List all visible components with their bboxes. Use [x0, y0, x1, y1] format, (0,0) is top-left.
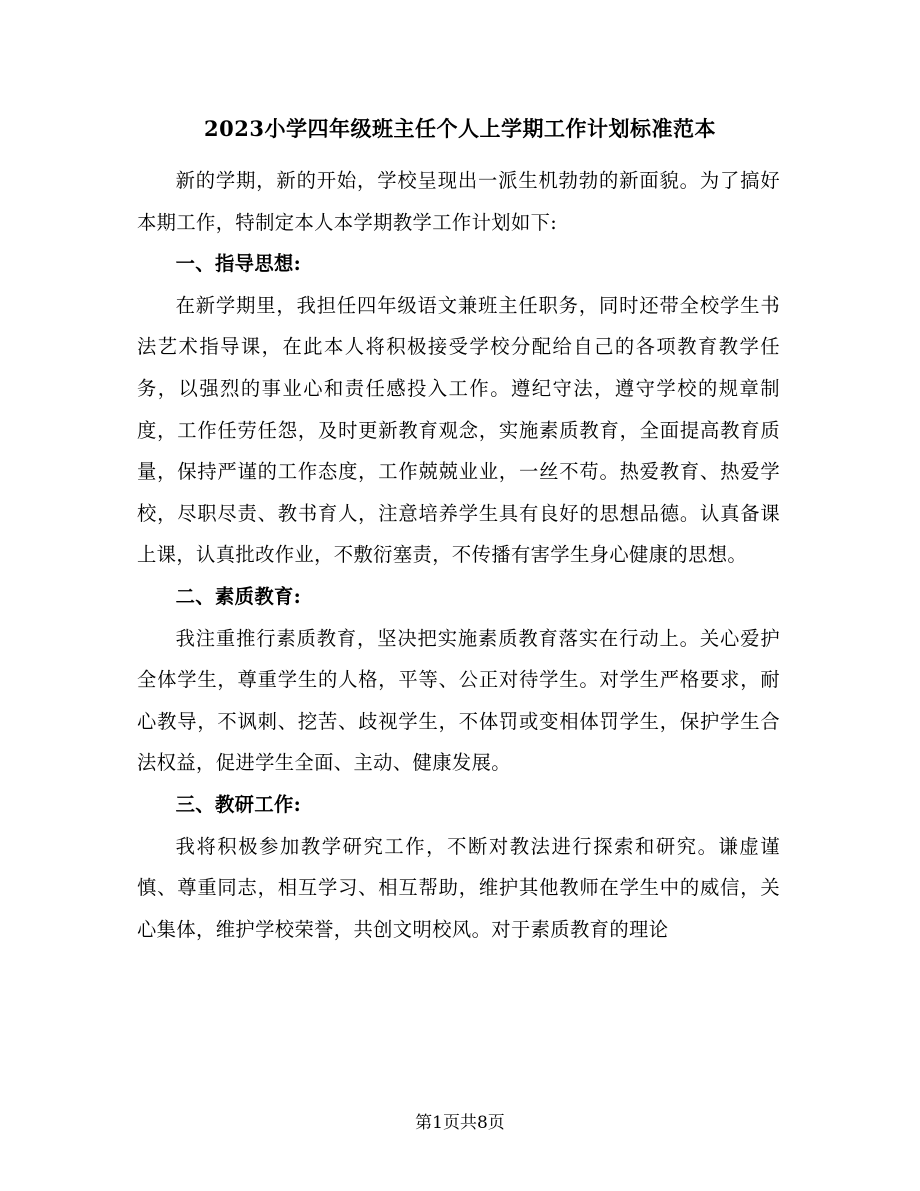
- section-paragraph-guiding-thought: 在新学期里，我担任四年级语文兼班主任职务，同时还带全校学生书法艺术指导课，在此本人将积极接受学校分配给自己的各项教育教学任务，以强烈的事业心和责任感投入工作。遵纪守法，遵守学校的规章制度，工作任劳任怨，及时更新教育观念，实施素质教育，全面提高教育质量，保持严谨的工作态度，工作兢兢业业，一丝不苟。热爱教育、热爱学校，尽职尽责、教书育人，注意培养学生具有良好的思想品德。认真备课上课，认真批改作业，不敷衍塞责，不传播有害学生身心健康的思想。: [137, 293, 780, 567]
- document-title: 2023小学四年级班主任个人上学期工作计划标准范本: [204, 116, 716, 141]
- section-heading-guiding-thought: 一、指导思想:: [175, 252, 302, 276]
- section-paragraph-teaching-research: 我将积极参加教学研究工作，不断对教法进行探索和研究。谦虚谨慎、尊重同志，相互学习、相互帮助，维护其他教师在学生中的威信，关心集体，维护学校荣誉，共创文明校风。对于素质教育的理论: [137, 834, 780, 941]
- intro-paragraph: 新的学期，新的开始，学校呈现出一派生机勃勃的新面貌。为了搞好本期工作，特制定本人本学期教学工作计划如下:: [137, 169, 780, 234]
- section-paragraph-quality-education: 我注重推行素质教育，坚决把实施素质教育落实在行动上。关心爱护全体学生，尊重学生的人格，平等、公正对待学生。对学生严格要求，耐心教导，不讽刺、挖苦、歧视学生，不体罚或变相体罚学生，保护学生合法权益，促进学生全面、主动、健康发展。: [137, 626, 780, 775]
- section-heading-teaching-research: 三、教研工作:: [175, 792, 302, 816]
- document-body: [137, 160, 780, 950]
- section-heading-quality-education: 二、素质教育:: [175, 584, 302, 608]
- page-number-footer: 第1页共8页: [415, 1113, 505, 1133]
